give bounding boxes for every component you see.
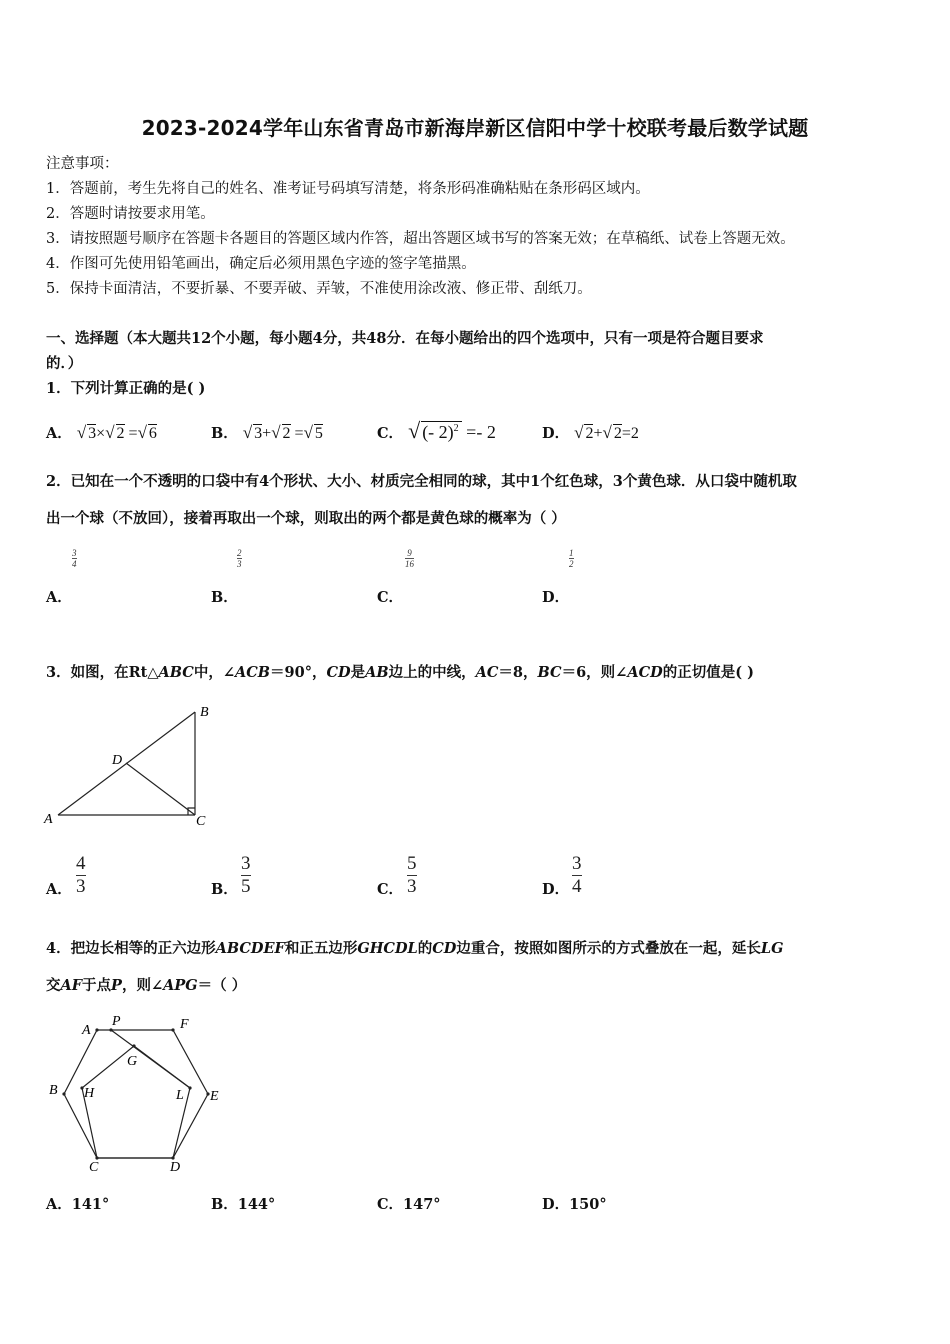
- label-e: E: [210, 1089, 219, 1104]
- q2-option-c: C．: [377, 589, 404, 606]
- radicand: 3: [254, 425, 263, 442]
- q2-option-b: B．: [211, 589, 238, 606]
- radicand: 2: [282, 425, 291, 442]
- equals: =: [294, 425, 304, 442]
- notice-item: 1．答题前，考生先将自己的姓名、准考证号码填写清楚，将条形码准确粘贴在条形码区域内。: [46, 181, 650, 197]
- exponent: 2: [453, 423, 459, 434]
- radicand: (- 2): [422, 422, 454, 442]
- question-3-stem: 3．如图，在Rt△ABC中，∠ACB＝90°，CD是AB边上的中线，AC＝8，BC＝6，则∠ACD的正切值是( ): [46, 664, 754, 681]
- q2-fraction-a: $\frac{3}{4}$: [72, 548, 77, 569]
- q2-fraction-d: $\frac{1}{2}$: [569, 548, 574, 569]
- rhs: =2: [621, 425, 639, 442]
- q1-option-b: [211, 422, 323, 443]
- q3-option-d: D．: [542, 881, 570, 898]
- question-4-stem: 4．把边长相等的正六边形ABCDEF和正五边形GHCDL的CD边重合，按照如图所示的方式叠放在一起，延长LG: [46, 940, 784, 957]
- q2-fraction-b: $\frac{2}{3}$: [237, 548, 242, 569]
- q1-b-expr: √ 3+√ 2 =√ 5: [242, 423, 323, 442]
- q1-d-expr: √ 2+√ 2=2: [574, 423, 639, 442]
- radicand: 2: [585, 425, 594, 442]
- operator: +: [262, 425, 272, 442]
- q4-hexagon-pentagon-figure: [40, 1008, 240, 1178]
- radicand: 2: [613, 425, 622, 442]
- label-c: C: [89, 1160, 99, 1175]
- notice-item: 2．答题时请按要求用笔。: [46, 206, 215, 222]
- equals: =: [128, 425, 138, 442]
- notice-item: 3．请按照题号顺序在答题卡各题目的答题区域内作答，超出答题区域书写的答案无效；在草稿纸、试卷上答题无效。: [46, 231, 795, 247]
- label-l: L: [176, 1088, 184, 1103]
- q4-option-a: A．141°: [46, 1196, 110, 1213]
- q1-c-expr: √ (- 2)$^2$ =- 2: [408, 418, 496, 443]
- radicand: 2: [116, 425, 125, 442]
- option-label: D．: [542, 425, 570, 442]
- question-2-stem-cont: 出一个球（不放回），接着再取出一个球，则取出的两个都是黄色球的概率为（ ）: [46, 510, 566, 527]
- q4-option-d: D．150°: [542, 1196, 607, 1213]
- q1-option-d: [542, 422, 639, 443]
- q2-fraction-c: $\frac{9}{16}$: [405, 548, 414, 569]
- radicand: 3: [88, 425, 97, 442]
- radicand: 5: [314, 425, 323, 442]
- page-title: 2023-2024学年山东省青岛市新海岸新区信阳中学十校联考最后数学试题: [141, 116, 809, 140]
- operator: +: [593, 425, 603, 442]
- notice-item: 5．保持卡面清洁，不要折暴、不要弄破、弄皱，不准使用涂改液、修正带、刮纸刀。: [46, 281, 592, 297]
- q2-option-d: D．: [542, 589, 570, 606]
- median-cd: [126, 763, 195, 815]
- label-p: P: [112, 1014, 121, 1029]
- section-heading-cont: 的．）: [46, 355, 83, 372]
- option-label: C．: [377, 425, 404, 442]
- label-b: B: [200, 705, 209, 720]
- q1-option-a: [46, 422, 157, 443]
- option-label: B．: [211, 425, 238, 442]
- question-2-stem: 2．已知在一个不透明的口袋中有4个形状、大小、材质完全相同的球，其中1个红色球，3个黄色球．从口袋中随机取: [46, 473, 797, 490]
- q2-option-a: A．: [46, 589, 72, 606]
- q3-fraction-b: $\frac{3}{5}$: [241, 853, 251, 897]
- label-a: A: [44, 812, 53, 827]
- question-4-stem-cont: 交AF于点P，则∠APG＝（ ）: [46, 977, 247, 994]
- label-d: D: [170, 1160, 181, 1175]
- q1-option-c: [377, 418, 496, 444]
- q1-a-expr: √ 3×√ 2 =√ 6: [76, 423, 157, 442]
- option-label: A．: [46, 425, 72, 442]
- rhs: =- 2: [466, 422, 496, 442]
- q3-option-c: C．: [377, 881, 404, 898]
- radicand: 6: [148, 425, 157, 442]
- notice-heading: 注意事项：: [46, 156, 119, 172]
- label-d: D: [112, 753, 123, 768]
- label-a: A: [82, 1023, 91, 1038]
- q3-fraction-c: $\frac{5}{3}$: [407, 853, 417, 897]
- operator: ×: [96, 425, 106, 442]
- q3-option-b: B．: [211, 881, 238, 898]
- section-heading: 一、选择题（本大题共12个小题，每小题4分，共48分．在每小题给出的四个选项中，只有一项是符合题目要求: [46, 330, 764, 347]
- q3-fraction-d: $\frac{3}{4}$: [572, 853, 582, 897]
- q3-fraction-a: $\frac{4}{3}$: [76, 853, 86, 897]
- question-1-stem: 1．下列计算正确的是( ): [46, 380, 206, 397]
- notice-item: 4．作图可先使用铅笔画出，确定后必须用黑色字迹的签字笔描黑。: [46, 256, 476, 272]
- label-b: B: [49, 1083, 58, 1098]
- q3-triangle-figure: [40, 698, 230, 833]
- label-f: F: [180, 1017, 189, 1032]
- q4-option-c: C．147°: [377, 1196, 441, 1213]
- label-c: C: [196, 814, 206, 829]
- label-h: H: [84, 1086, 95, 1101]
- q3-option-a: A．: [46, 881, 72, 898]
- q4-option-b: B．144°: [211, 1196, 276, 1213]
- label-g: G: [127, 1054, 138, 1069]
